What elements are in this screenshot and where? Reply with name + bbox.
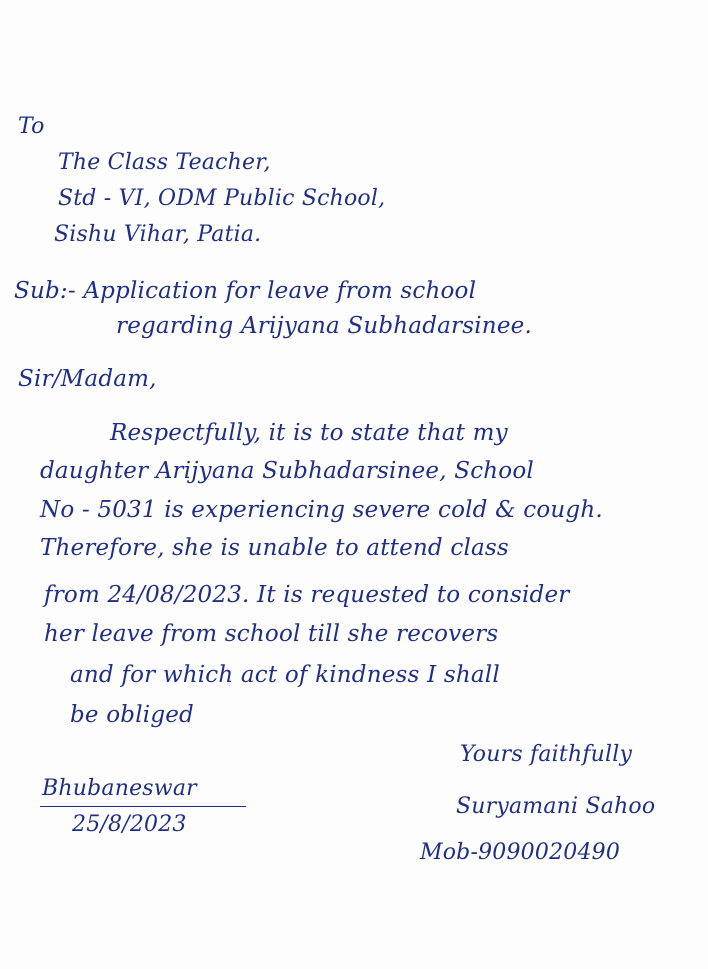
place: Bhubaneswar bbox=[42, 776, 197, 801]
body-line-1: Respectfully, it is to state that my bbox=[110, 420, 508, 446]
subject-line-2: regarding Arijyana Subhadarsinee. bbox=[116, 313, 532, 339]
body-line-5: from 24/08/2023. It is requested to consider bbox=[44, 582, 570, 608]
signature: Suryamani Sahoo bbox=[456, 794, 656, 819]
body-line-4: Therefore, she is unable to attend class bbox=[40, 535, 509, 561]
subject-line-1: Sub:- Application for leave from school bbox=[14, 278, 477, 304]
body-line-3: No - 5031 is experiencing severe cold & cough. bbox=[40, 497, 603, 523]
body-line-2: daughter Arijyana Subhadarsinee, School bbox=[40, 458, 534, 484]
mobile-number: Mob-9090020490 bbox=[420, 840, 621, 865]
body-line-6: her leave from school till she recovers bbox=[44, 621, 499, 647]
closing: Yours faithfully bbox=[460, 742, 633, 767]
place-underline bbox=[40, 806, 246, 807]
body-line-7: and for which act of kindness I shall bbox=[70, 662, 500, 688]
recipient-line-2: Std - VI, ODM Public School, bbox=[58, 186, 386, 211]
salutation: Sir/Madam, bbox=[18, 366, 157, 392]
date: 25/8/2023 bbox=[72, 812, 187, 837]
recipient-line-1: The Class Teacher, bbox=[58, 150, 271, 175]
to-label: To bbox=[18, 114, 45, 139]
body-line-8: be obliged bbox=[70, 702, 194, 728]
recipient-line-3: Sishu Vihar, Patia. bbox=[54, 222, 262, 247]
